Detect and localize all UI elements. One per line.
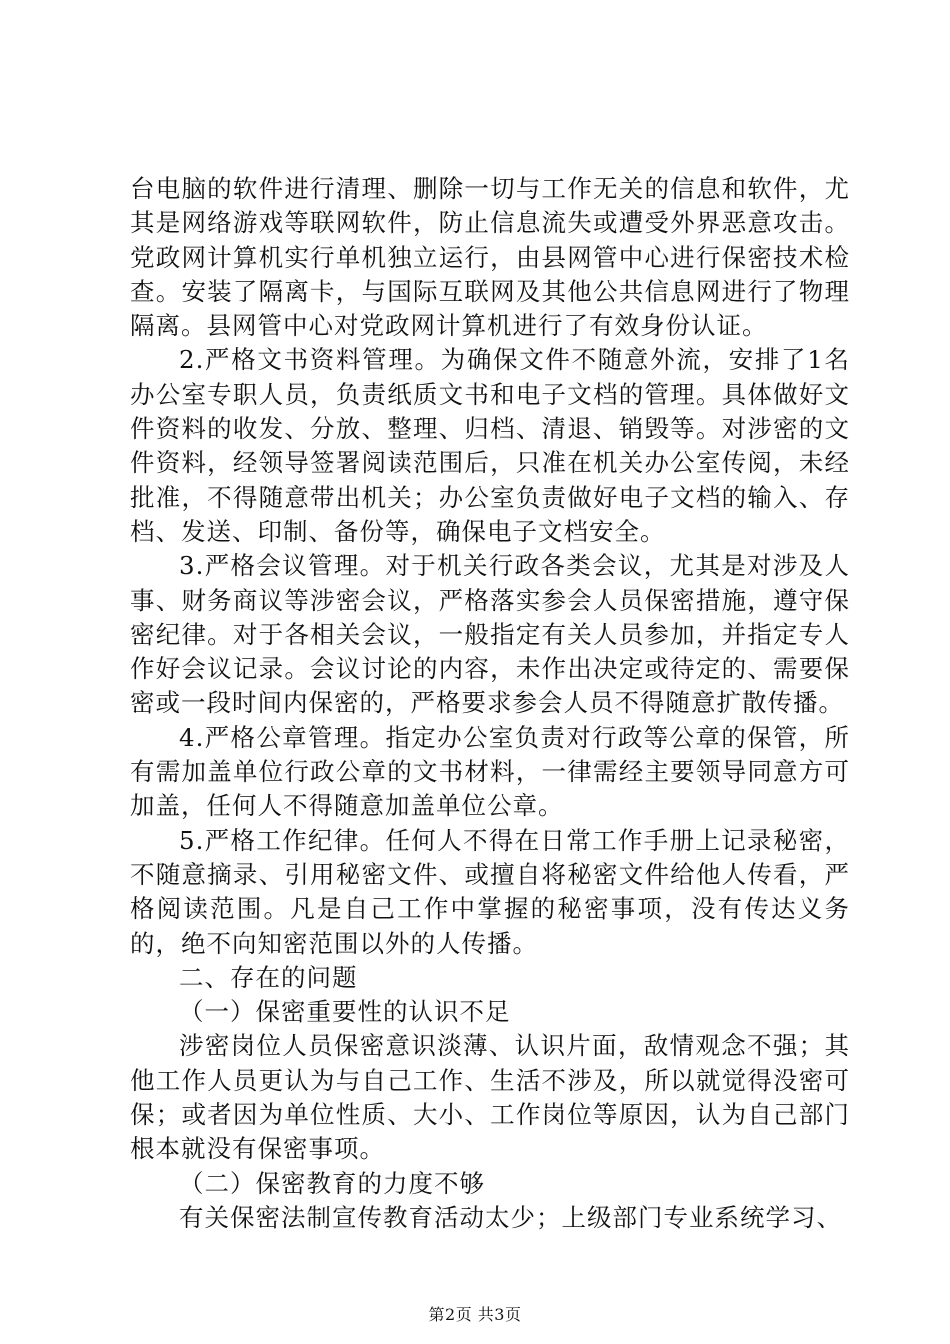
- page-footer: [0, 1302, 950, 1325]
- section-heading: 二、存在的问题: [179, 962, 358, 992]
- paragraph-6: 涉密岗位人员保密意识淡薄、认识片面，敌情观念不强；其他工作人员更认为与自己工作、生活不涉及，所以就觉得没密可保；或者因为单位性质、大小、工作岗位等原因，认为自己部门根本就没有保密事项。: [130, 1031, 850, 1164]
- page-number: 第2页 共3页: [428, 1305, 522, 1324]
- paragraph-2: 2.严格文书资料管理。为确保文件不随意外流，安排了1名办公室专职人员，负责纸质文书和电子文档的管理。具体做好文件资料的收发、分放、整理、归档、清退、销毁等。对涉密的文件资料，经领导签署阅读范围后，只准在机关办公室传阅，未经批准，不得随意带出机关；办公室负责做好电子文档的输入、存档、发送、印制、备份等，确保电子文档安全。: [130, 345, 850, 546]
- paragraph-1: 台电脑的软件进行清理、删除一切与工作无关的信息和软件，尤其是网络游戏等联网软件，防止信息流失或遭受外界恶意攻击。党政网计算机实行单机独立运行，由县网管中心进行保密技术检查。安装了隔离卡，与国际互联网及其他公共信息网进行了物理隔离。县网管中心对党政网计算机进行了有效身份认证。: [130, 174, 850, 341]
- paragraph-7: 有关保密法制宣传教育活动太少；上级部门专业系统学习、: [179, 1202, 842, 1232]
- paragraph-5: 5.严格工作纪律。任何人不得在日常工作手册上记录秘密，不随意摘录、引用秘密文件、或擅自将秘密文件给他人传看，严格阅读范围。凡是自己工作中掌握的秘密事项，没有传达义务的，绝不向知密范围以外的人传播。: [130, 825, 850, 958]
- subsection-heading-1: （一）保密重要性的认识不足: [179, 997, 511, 1027]
- paragraph-4: 4.严格公章管理。指定办公室负责对行政等公章的保管，所有需加盖单位行政公章的文书材料，一律需经主要领导同意方可加盖，任何人不得随意加盖单位公章。: [130, 722, 850, 821]
- document-body: [130, 172, 850, 1235]
- subsection-heading-2: （二）保密教育的力度不够: [179, 1168, 485, 1198]
- paragraph-3: 3.严格会议管理。对于机关行政各类会议，尤其是对涉及人事、财务商议等涉密会议，严格落实参会人员保密措施，遵守保密纪律。对于各相关会议，一般指定有关人员参加，并指定专人作好会议记录。会议讨论的内容，未作出决定或待定的、需要保密或一段时间内保密的，严格要求参会人员不得随意扩散传播。: [130, 551, 850, 718]
